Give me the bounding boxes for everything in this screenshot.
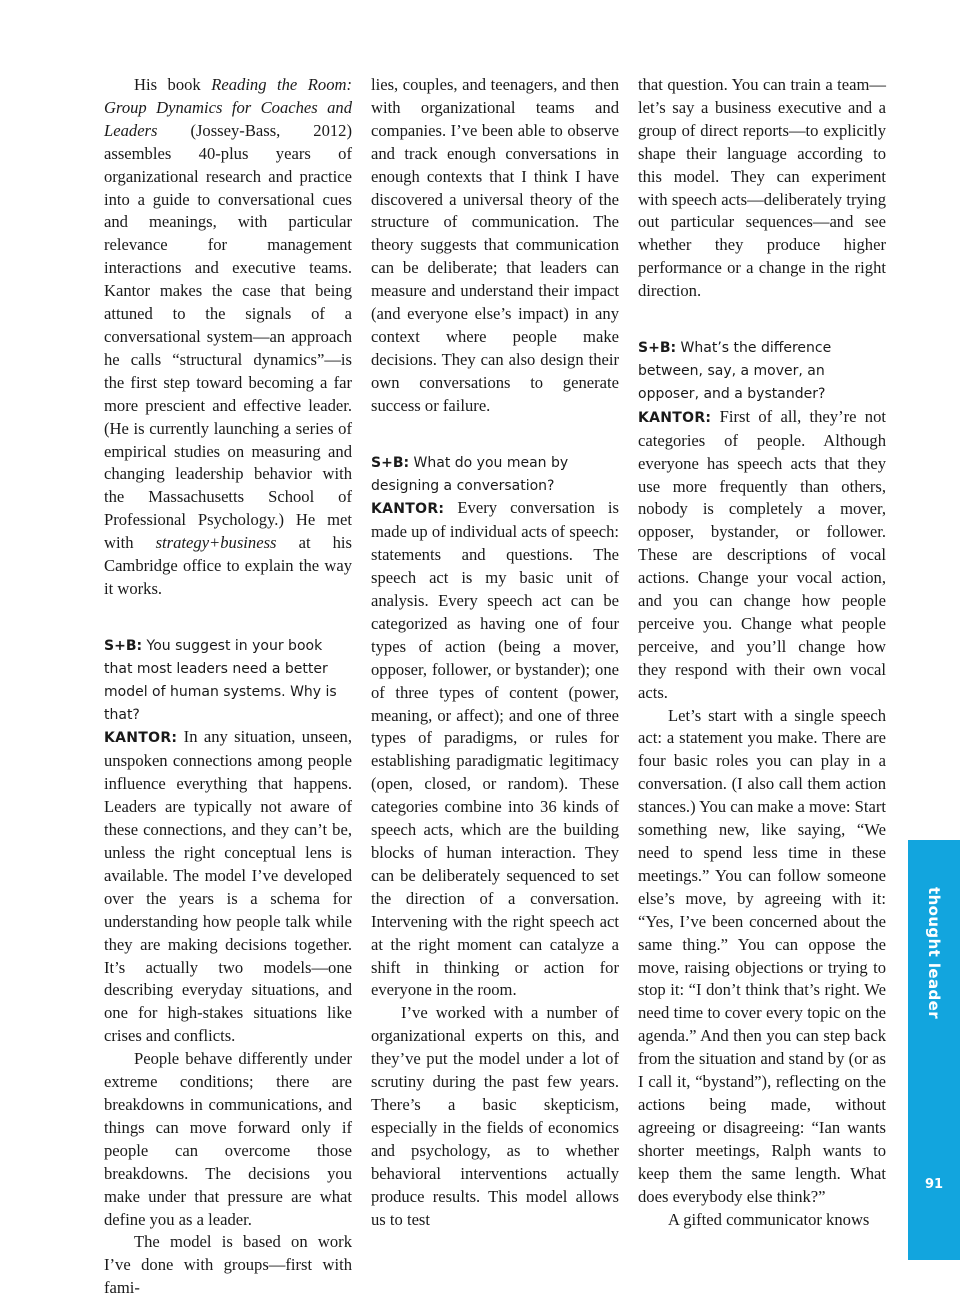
question-text: What’s the difference between, say, a mover, an opposer, and a bystander?	[638, 340, 832, 402]
question-speaker: S+B:	[104, 637, 143, 654]
column-3	[638, 74, 886, 1231]
body-paragraph: Let’s start with a single speech act: a statement you make. There are four basic roles you can play in a conversation. (I also call them action stances.) You can make a move: Start something new, like saying, “We need to spend less time in these meetings.” You can follow someone else’s move, by agreeing with it: “Yes, I’ve been concerned about the same thing.” You can oppose the move, raising objections or trying to stop it: “I don’t think that’s right. We need time to cover every topic on the agenda.” And then you can step back from the situation and stand by (or as I call it, “bystand”), reflecting on the actions being made, without agreeing or disagreeing: “Ian wants shorter meetings, Ralph wants to keep them the same length. What does everybody else think?”	[638, 705, 886, 1206]
question-1	[104, 635, 352, 727]
intro-text-c: at his Cambridge office to explain the way it works.	[104, 533, 353, 598]
answer-speaker: KANTOR:	[371, 501, 445, 518]
intro-text-a: His book	[134, 75, 212, 94]
body-paragraph: that question. You can train a team—let’s say a business executive and a group of direct reports—to explicitly shape their language according to this model. They can experiment with speech acts—deliberately trying out particular sequences—and see whether they produce higher performance or a change in the right direction.	[638, 75, 886, 301]
answer-1	[104, 726, 352, 1048]
answer-text: First of all, they’re not categories of people. Although everyone has speech acts that they use more frequently than others, nobody is completely a mover, opposer, bystander, or follower. These are descriptions of vocal actions. Change your vocal action, and you can change how people perceive you. Change what people perceive, and you’ll change how they respond with their own vocal acts.	[638, 406, 886, 702]
answer-2	[371, 497, 619, 1002]
question-text: You suggest in your book that most leaders need a better model of human systems. Why is that?	[104, 637, 337, 723]
body-paragraph: The model is based on work I’ve done with groups—first with fami-	[104, 1232, 352, 1298]
answer-speaker: KANTOR:	[638, 409, 712, 426]
answer-speaker: KANTOR:	[104, 730, 178, 747]
body-paragraph: A gifted communicator knows	[668, 1209, 870, 1229]
answer-text: In any situation, unseen, unspoken connections among people influence everything that happens. Leaders are typically not aware of these connections, and they can’t be, unless the right conceptual lens is available. The model I’ve developed over the years is a schema for understanding how people talk while they are making decisions together. It’s actually two models—one describing everyday situations, and one for high-stakes situations like crises and conflicts.	[104, 727, 352, 1046]
answer-text: Every conversation is made up of individual acts of speech: statements and questions. The speech act is my basic unit of analysis. Every speech act can be categorized as having one of four types of action (being a mover, opposer, follower, or bystander); one of three types of content (power, meaning, or affect); and one of three types of paradigms, or rules for establishing paradigmatic legitimacy (open, closed, or random). These categories combine into 36 kinds of speech acts, which are the building blocks of human interaction. They can be deliberately sequenced to set the direction of a conversation. Intervening with the right speech act at the right moment can catalyze a shift in thinking or action for everyone in the room.	[371, 498, 619, 1000]
publication-name: strategy+business	[155, 533, 277, 553]
question-3	[638, 337, 886, 406]
body-paragraph: lies, couples, and teenagers, and then with organizational teams and companies. I’ve been able to observe and track enough conversations in enough contexts that I think I have discovered a universal theory of the structure of communication. The theory suggests that communication can be deliberate; that leaders can measure and understand their impact (and everyone else’s impact) in any context where people make decisions. They can also design their own conversations to generate success or failure.	[371, 75, 619, 415]
section-label: thought leader	[925, 887, 943, 1019]
book-title: Reading the Room: Group Dynamics for Coaches and Leaders	[104, 75, 352, 140]
body-paragraph: I’ve worked with a number of organizational experts on this, and they’ve put the model under a lot of scrutiny during the past few years. There’s a basic skepticism, especially in the fields of economics and psychology, as to whether behavioral interventions actually produce results. This model allows us to test	[371, 1003, 619, 1229]
question-speaker: S+B:	[638, 340, 677, 357]
question-2	[371, 452, 619, 498]
question-speaker: S+B:	[371, 454, 410, 471]
page-number: 91	[924, 1177, 944, 1192]
body-paragraph: People behave differently under extreme conditions; there are breakdowns in communications, and things can move forward only if people can overcome those breakdowns. The decisions you make under that pressure are what define you as a leader.	[104, 1049, 352, 1229]
intro-text-b: (Jossey-Bass, 2012) assembles 40-plus years of organizational research and practice into a guide to conversational cues and meanings, with particular relevance for management interactions and executive teams. Kantor makes the case that being attuned to the signals of a conversational system—an approach he calls “structural dynamics”—is the first step toward becoming a far more prescient and effective leader. (He is currently launching a series of empirical studies on measuring and changing leadership behavior with the Massachusetts School of Professional Psychology.) He met with	[104, 120, 352, 553]
answer-3	[638, 406, 886, 705]
column-2	[371, 74, 619, 1231]
section-side-tab	[908, 840, 960, 1260]
column-1	[104, 74, 352, 1300]
intro-paragraph	[104, 74, 352, 601]
question-text: What do you mean by designing a conversation?	[371, 454, 569, 494]
